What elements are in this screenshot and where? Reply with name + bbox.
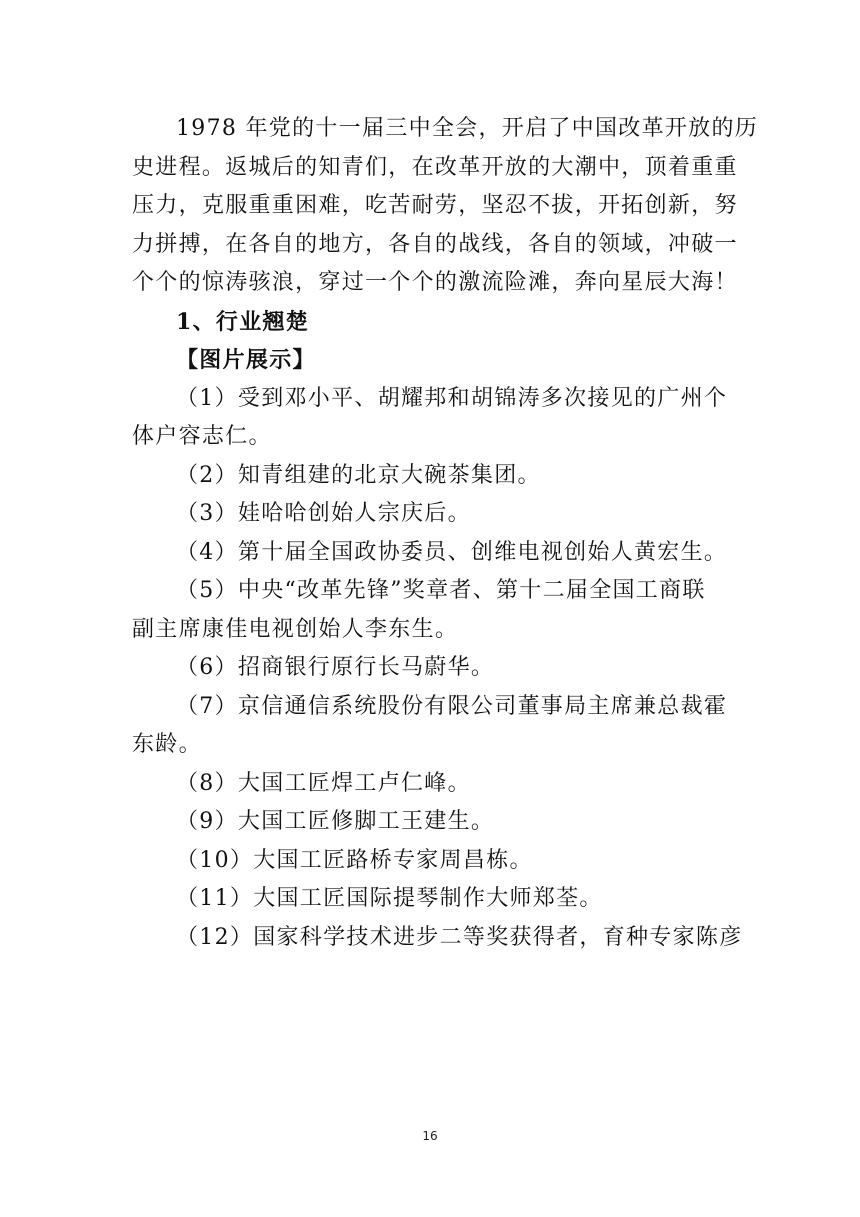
list-item-line: 副主席康佳电视创始人李东生。: [132, 616, 459, 642]
list-item-line: （9）大国工匠修脚工王建生。: [176, 809, 495, 834]
item-list: [132, 380, 743, 958]
list-item: [132, 534, 732, 573]
list-item-line: （5）中央“改革先锋”奖章者、第十二届全国工商联: [176, 578, 706, 603]
list-item: [132, 688, 732, 765]
list-item-line: （7）京信通信系统股份有限公司董事局主席兼总裁霍: [176, 693, 728, 719]
paragraph-line: 压力，克服重重困难，吃苦耐劳，坚忍不拔，开拓创新，努: [132, 193, 738, 218]
paragraph-line: 1978 年党的十一届三中全会，开启了中国改革开放的历: [176, 116, 759, 141]
list-item: [132, 803, 732, 842]
list-item-line: （6）招商银行原行长马蔚华。: [176, 655, 495, 680]
list-item: [132, 380, 732, 457]
list-item-line: （2）知青组建的北京大碗茶集团。: [176, 462, 541, 488]
list-item: [132, 919, 743, 958]
list-item-line: 体户容志仁。: [132, 424, 272, 449]
list-item: [132, 880, 732, 919]
list-item-line: （11）大国工匠国际提琴制作大师郑荃。: [176, 886, 603, 911]
page-number: 16: [422, 1129, 438, 1143]
list-item-line: （1）受到邓小平、胡耀邦和胡锦涛多次接见的广州个: [176, 385, 728, 411]
list-item-line: （4）第十届全国政协委员、创维电视创始人黄宏生。: [176, 539, 728, 565]
list-item: [132, 649, 732, 688]
list-item: [132, 572, 732, 649]
section-heading: 1、行业翘楚: [176, 308, 310, 335]
list-item-line: （3）娃哈哈创始人宗庆后。: [176, 501, 471, 526]
paragraph-line: 史进程。返城后的知青们，在改革开放的大潮中，顶着重重: [132, 154, 738, 180]
sub-heading: 【图片展示】: [176, 347, 316, 373]
paragraph-line: 力拼搏，在各自的地方，各自的战线，各自的领域，冲破一: [132, 231, 738, 257]
list-item-line: 东龄。: [132, 732, 202, 757]
list-item: [132, 842, 732, 881]
list-item-line: （10）大国工匠路桥专家周昌栋。: [176, 847, 533, 873]
document-body: [132, 110, 759, 957]
list-item: [132, 495, 732, 534]
paragraph-line: 个个的惊涛骇浪，穿过一个个的激流险滩，奔向星辰大海！: [132, 270, 738, 295]
list-item-line: （8）大国工匠焊工卢仁峰。: [176, 770, 471, 796]
intro-paragraph: [132, 110, 759, 303]
list-item: [132, 457, 732, 496]
list-item: [132, 765, 732, 804]
list-item-line: （12）国家科学技术进步二等奖获得者，育种专家陈彦: [176, 924, 743, 950]
